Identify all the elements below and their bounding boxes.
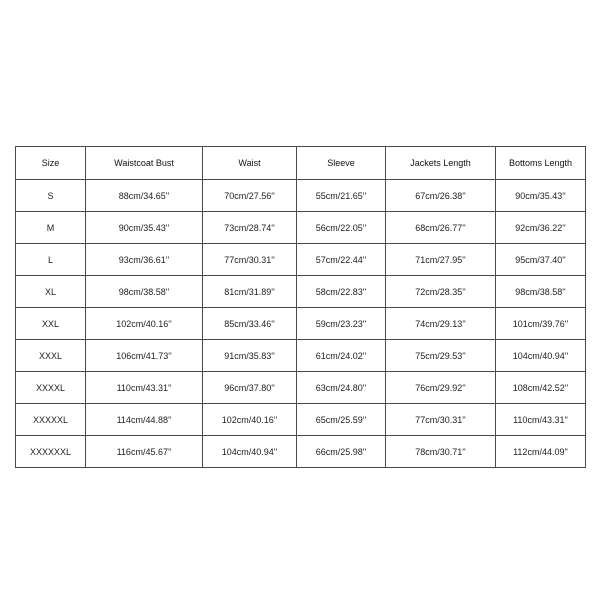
cell-jackets-length: 68cm/26.77'' <box>386 212 496 244</box>
cell-waistcoat-bust: 116cm/45.67'' <box>86 436 203 468</box>
cell-sleeve: 66cm/25.98'' <box>297 436 386 468</box>
cell-jackets-length: 71cm/27.95'' <box>386 244 496 276</box>
cell-waist: 91cm/35.83'' <box>203 340 297 372</box>
header-waist: Waist <box>203 147 297 180</box>
cell-size: XXXXXL <box>16 404 86 436</box>
cell-size: M <box>16 212 86 244</box>
cell-size: S <box>16 180 86 212</box>
header-waistcoat-bust: Waistcoat Bust <box>86 147 203 180</box>
cell-sleeve: 59cm/23.23'' <box>297 308 386 340</box>
cell-size: XXXXL <box>16 372 86 404</box>
cell-jackets-length: 77cm/30.31'' <box>386 404 496 436</box>
cell-sleeve: 63cm/24.80'' <box>297 372 386 404</box>
cell-waistcoat-bust: 102cm/40.16'' <box>86 308 203 340</box>
table-row <box>16 212 586 244</box>
table-row <box>16 308 586 340</box>
cell-waistcoat-bust: 106cm/41.73'' <box>86 340 203 372</box>
header-sleeve: Sleeve <box>297 147 386 180</box>
cell-size: XXXXXXL <box>16 436 86 468</box>
cell-waist: 85cm/33.46'' <box>203 308 297 340</box>
cell-waistcoat-bust: 98cm/38.58'' <box>86 276 203 308</box>
table-body <box>16 180 586 468</box>
header-row <box>16 147 586 180</box>
cell-waist: 96cm/37.80'' <box>203 372 297 404</box>
cell-size: XXXL <box>16 340 86 372</box>
cell-waist: 73cm/28.74'' <box>203 212 297 244</box>
cell-waist: 77cm/30.31'' <box>203 244 297 276</box>
size-chart-table <box>15 146 586 468</box>
cell-waistcoat-bust: 90cm/35.43'' <box>86 212 203 244</box>
cell-waistcoat-bust: 88cm/34.65'' <box>86 180 203 212</box>
cell-sleeve: 61cm/24.02'' <box>297 340 386 372</box>
cell-bottoms-length: 98cm/38.58'' <box>496 276 586 308</box>
cell-sleeve: 58cm/22.83'' <box>297 276 386 308</box>
header-jackets-length: Jackets Length <box>386 147 496 180</box>
cell-waistcoat-bust: 114cm/44.88'' <box>86 404 203 436</box>
cell-bottoms-length: 101cm/39.76'' <box>496 308 586 340</box>
cell-waistcoat-bust: 93cm/36.61'' <box>86 244 203 276</box>
table-header <box>16 147 586 180</box>
table-row <box>16 340 586 372</box>
cell-sleeve: 65cm/25.59'' <box>297 404 386 436</box>
cell-sleeve: 55cm/21.65'' <box>297 180 386 212</box>
cell-bottoms-length: 95cm/37.40'' <box>496 244 586 276</box>
cell-size: XXL <box>16 308 86 340</box>
cell-size: XL <box>16 276 86 308</box>
cell-bottoms-length: 112cm/44.09'' <box>496 436 586 468</box>
table-row <box>16 404 586 436</box>
table-row <box>16 244 586 276</box>
table-row <box>16 436 586 468</box>
table-row <box>16 372 586 404</box>
table-row <box>16 276 586 308</box>
cell-waist: 81cm/31.89'' <box>203 276 297 308</box>
cell-jackets-length: 74cm/29.13'' <box>386 308 496 340</box>
cell-bottoms-length: 108cm/42.52'' <box>496 372 586 404</box>
cell-sleeve: 56cm/22.05'' <box>297 212 386 244</box>
cell-bottoms-length: 90cm/35.43'' <box>496 180 586 212</box>
cell-waistcoat-bust: 110cm/43.31'' <box>86 372 203 404</box>
cell-waist: 102cm/40.16'' <box>203 404 297 436</box>
cell-waist: 104cm/40.94'' <box>203 436 297 468</box>
cell-bottoms-length: 104cm/40.94'' <box>496 340 586 372</box>
cell-bottoms-length: 92cm/36.22'' <box>496 212 586 244</box>
cell-jackets-length: 67cm/26.38'' <box>386 180 496 212</box>
cell-size: L <box>16 244 86 276</box>
cell-bottoms-length: 110cm/43.31'' <box>496 404 586 436</box>
cell-waist: 70cm/27.56'' <box>203 180 297 212</box>
header-size: Size <box>16 147 86 180</box>
cell-jackets-length: 72cm/28.35'' <box>386 276 496 308</box>
table-row <box>16 180 586 212</box>
header-bottoms-length: Bottoms Length <box>496 147 586 180</box>
cell-jackets-length: 76cm/29.92'' <box>386 372 496 404</box>
cell-jackets-length: 78cm/30.71'' <box>386 436 496 468</box>
cell-jackets-length: 75cm/29.53'' <box>386 340 496 372</box>
cell-sleeve: 57cm/22.44'' <box>297 244 386 276</box>
